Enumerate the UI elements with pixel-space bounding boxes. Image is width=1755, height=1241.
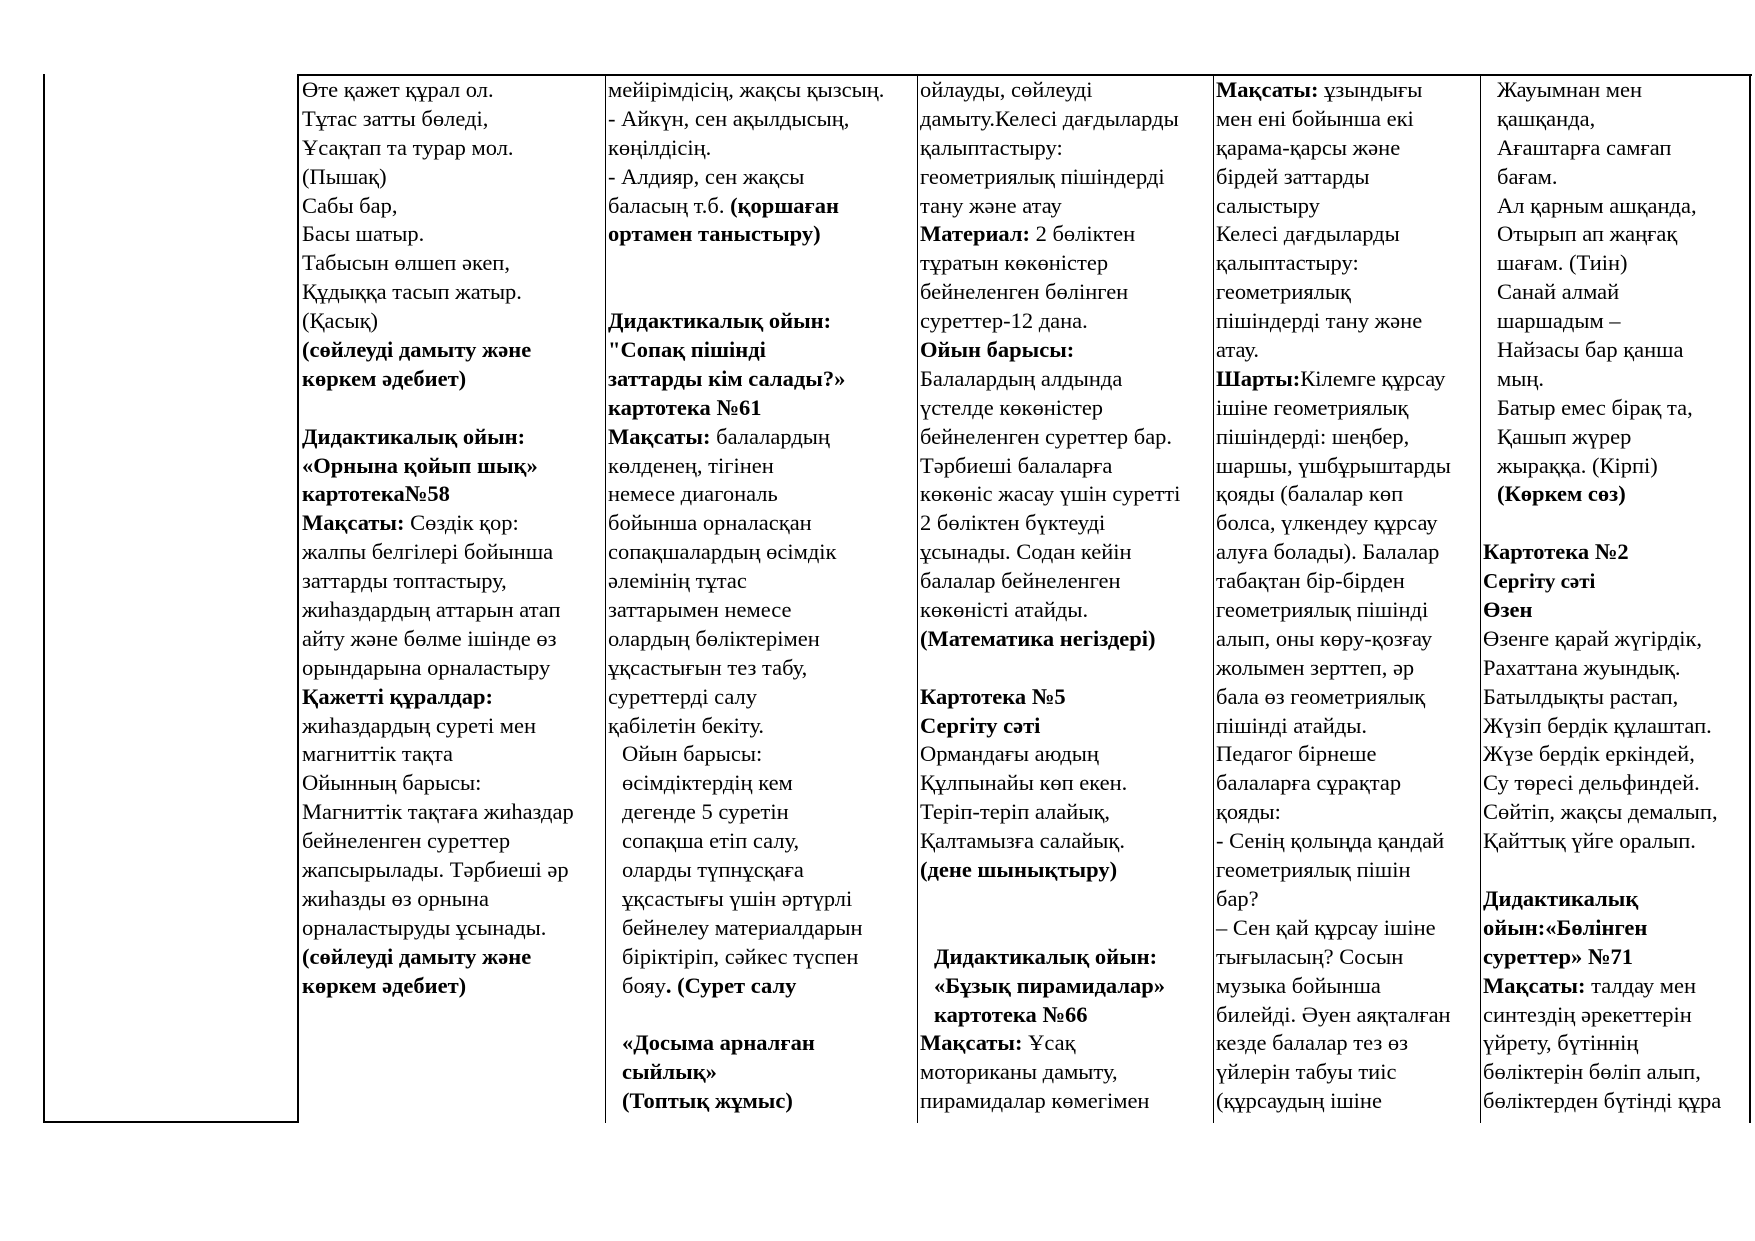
- column-divider-3: [917, 74, 918, 1123]
- text-line: орындарына орналастыру: [302, 654, 551, 680]
- text-line: Қайттық үйге оралып.: [1483, 828, 1696, 854]
- text-line: балаларға сұрақтар: [1216, 770, 1402, 796]
- text-line: 2 бөліктен бүктеуді: [920, 510, 1106, 536]
- text-line: алуға болады). Балалар: [1216, 539, 1440, 565]
- text-span: баласың т.б.: [608, 192, 731, 218]
- column-divider-2: [605, 74, 606, 1123]
- bold-text-span: Шарты:: [1216, 365, 1301, 391]
- bold-text-span: Мақсаты:: [920, 1030, 1023, 1056]
- text-line: ортамен таныстыру): [608, 221, 821, 247]
- text-line: жалпы белгілері бойынша: [302, 539, 554, 565]
- text-line: Сергіту сәті: [1483, 569, 1596, 594]
- text-line: Найзасы бар қанша: [1497, 337, 1684, 363]
- text-line: Рахаттана жуындық.: [1483, 654, 1681, 680]
- text-line: тану және атау: [920, 192, 1062, 218]
- text-line: Ұсақтап та турар мол.: [302, 134, 514, 160]
- text-line: ойын:«Бөлінген: [1483, 914, 1648, 940]
- text-line: шаршадым –: [1497, 308, 1621, 334]
- text-line: бағам.: [1497, 163, 1558, 189]
- text-line: жапсырылады. Тәрбиеші әр: [302, 857, 569, 883]
- text-line: билейді. Әуен аяқталған: [1216, 1001, 1451, 1027]
- text-line: (сөйлеуді дамыту және: [302, 943, 532, 969]
- text-line: Қашып жүрер: [1497, 423, 1632, 449]
- text-line: музыка бойынша: [1216, 972, 1381, 998]
- bold-text-span: (қоршаған: [730, 192, 839, 218]
- table-cell-column-5: [1483, 76, 1721, 1116]
- text-line: Ал қарным ашқанда,: [1497, 192, 1697, 218]
- text-line: Қалтамызға салайық.: [920, 828, 1125, 854]
- text-line: [608, 278, 884, 307]
- text-line: Тәрбиеші балаларға: [920, 452, 1113, 478]
- text-line: [302, 394, 574, 423]
- text-line: өсімдіктердің кем: [622, 770, 793, 796]
- text-line: ұқсастығы үшін әртүрлі: [622, 885, 853, 911]
- text-line: қашқанда,: [1497, 105, 1596, 131]
- text-line: пішіндерді тану және: [1216, 308, 1423, 334]
- text-line: Картотека №5: [920, 683, 1066, 709]
- text-line: мың.: [1497, 365, 1545, 391]
- text-line: бойынша орналасқан: [608, 510, 812, 536]
- text-line: жиһаздардың аттарын атап: [302, 597, 561, 623]
- text-line: орналастыруды ұсынады.: [302, 914, 547, 940]
- text-line: балалар бейнеленген: [920, 568, 1121, 594]
- text-line: заттарды кім салады?»: [608, 365, 846, 391]
- text-line: көңілдісің.: [608, 134, 712, 160]
- text-line: Құдыққа тасып жатыр.: [302, 279, 522, 305]
- text-line: моториканы дамыту,: [920, 1059, 1118, 1085]
- text-line: [920, 654, 1180, 683]
- text-line: [1216, 365, 1451, 394]
- text-line: картотека №66: [934, 1001, 1088, 1027]
- text-line: көкөністі атайды.: [920, 597, 1089, 623]
- text-line: әлемінің тұтас: [608, 568, 747, 594]
- text-line: жолымен зерттеп, әр: [1216, 654, 1415, 680]
- text-line: ішіне геометриялық: [1216, 394, 1409, 420]
- text-line: айту және бөлме ішінде өз: [302, 625, 557, 651]
- text-line: табақтан бір-бірден: [1216, 568, 1405, 594]
- text-line: Ағаштарға самғап: [1497, 134, 1672, 160]
- text-line: кезде балалар тез өз: [1216, 1030, 1409, 1056]
- bold-text-span: . (Сурет салу: [665, 972, 797, 998]
- text-span: Ұсақ: [1022, 1030, 1076, 1056]
- text-line: Картотека №2: [1483, 539, 1629, 565]
- text-line: Магниттік тақтаға жиһаздар: [302, 799, 574, 825]
- text-line: (Пышақ): [302, 163, 387, 189]
- text-line: бала өз геометриялық: [1216, 683, 1426, 709]
- text-line: Дидактикалық ойын:: [608, 308, 832, 334]
- text-line: пішінді атайды.: [1216, 712, 1367, 738]
- text-line: мейірімдісің, жақсы қызсың.: [608, 77, 885, 102]
- text-line: мен ені бойынша екі: [1216, 105, 1414, 131]
- text-line: ұқсастығын тез табу,: [608, 654, 808, 680]
- text-line: «Досыма арналған: [622, 1030, 815, 1056]
- text-line: қалыптастыру:: [920, 134, 1063, 160]
- text-line: оларды түпнұсқаға: [622, 857, 804, 883]
- text-line: геометриялық пішінді: [1216, 597, 1429, 623]
- text-line: синтездің әрекеттерін: [1483, 1001, 1692, 1027]
- text-line: көркем әдебиет): [302, 972, 467, 998]
- text-line: Теріп-теріп алайық,: [920, 799, 1111, 825]
- text-line: жыраққа. (Кірпі): [1497, 452, 1658, 478]
- table-cell-column-4: [1216, 76, 1451, 1116]
- text-line: тығыласың? Сосын: [1216, 943, 1404, 969]
- text-line: [608, 1001, 884, 1030]
- left-border-line: [43, 74, 45, 1123]
- text-line: геометриялық пішін: [1216, 857, 1411, 883]
- text-line: бейнелеу материалдарын: [622, 914, 863, 940]
- text-line: Басы шатыр.: [302, 221, 425, 247]
- text-line: пішіндерді: шеңбер,: [1216, 423, 1410, 449]
- text-line: [920, 220, 1180, 249]
- text-line: - Айкүн, сен ақылдысың,: [608, 105, 850, 131]
- column-divider-5: [1480, 74, 1481, 1123]
- bold-text-span: Мақсаты:: [1483, 972, 1586, 998]
- text-line: Ормандағы аюдың: [920, 741, 1099, 767]
- text-line: - Сенің қолыңда қандай: [1216, 828, 1445, 854]
- text-line: үйлерін табуы тиіс: [1216, 1059, 1397, 1085]
- text-line: Дидактикалық: [1483, 885, 1639, 911]
- text-line: Сабы бар,: [302, 192, 398, 218]
- text-line: Ойын барысы:: [920, 337, 1075, 363]
- text-line: Сөйтіп, жақсы демалып,: [1483, 799, 1718, 825]
- text-line: шаршы, үшбұрыштарды: [1216, 452, 1451, 478]
- text-line: біріктіріп, сәйкес түспен: [622, 943, 859, 969]
- text-line: Тұтас затты бөледі,: [302, 105, 489, 131]
- bold-text-span: Мақсаты:: [608, 423, 711, 449]
- text-line: - Алдияр, сен жақсы: [608, 163, 805, 189]
- text-line: – Сен қай құрсау ішіне: [1216, 914, 1436, 940]
- text-span: Сөздік қор:: [404, 510, 519, 536]
- text-line: бейнеленген суреттер: [302, 828, 511, 854]
- text-line: бейнеленген бөлінген: [920, 279, 1129, 305]
- text-line: Балалардың алдында: [920, 365, 1123, 391]
- text-line: ұсынады. Содан кейін: [920, 539, 1132, 565]
- text-line: Ойын барысы:: [622, 741, 763, 767]
- text-line: [920, 1029, 1180, 1058]
- text-line: көркем әдебиет): [302, 365, 467, 391]
- text-line: [608, 192, 884, 221]
- column-divider-1: [297, 74, 299, 1123]
- text-line: Жүзіп бердік құлаштап.: [1483, 712, 1712, 738]
- text-line: Дидактикалық ойын:: [934, 943, 1158, 969]
- text-line: [608, 423, 884, 452]
- text-line: Санай алмай: [1497, 279, 1620, 305]
- text-line: (сөйлеуді дамыту және: [302, 337, 532, 363]
- text-line: [1216, 76, 1451, 105]
- table-cell-column-1: [302, 76, 574, 1001]
- text-span: балалардың: [710, 423, 830, 449]
- table-cell-column-3: [920, 76, 1180, 1116]
- text-line: атау.: [1216, 337, 1259, 363]
- text-line: [1483, 972, 1721, 1001]
- bold-text-span: Материал:: [920, 221, 1030, 247]
- bold-text-span: Мақсаты:: [1216, 77, 1319, 102]
- text-line: «Бұзық пирамидалар»: [934, 972, 1166, 998]
- text-line: [920, 885, 1180, 914]
- text-line: Отырып ап жаңғақ: [1497, 221, 1678, 247]
- text-line: заттарымен немесе: [608, 597, 792, 623]
- text-line: суреттерді салу: [608, 683, 758, 709]
- text-line: үстелде көкөністер: [920, 394, 1104, 420]
- text-line: көкөніс жасау үшін суретті: [920, 481, 1181, 507]
- text-line: көлденең, тігінен: [608, 452, 774, 478]
- text-line: «Орнына қойып шық»: [302, 452, 538, 478]
- right-border-line: [1749, 74, 1751, 1123]
- text-line: суреттер-12 дана.: [920, 308, 1088, 334]
- text-line: (Математика негіздері): [920, 625, 1156, 651]
- text-line: картотека №61: [608, 394, 762, 420]
- text-line: Дидактикалық ойын:: [302, 423, 526, 449]
- text-line: Педагог бірнеше: [1216, 741, 1377, 767]
- text-line: Құлпынайы көп екен.: [920, 770, 1128, 796]
- text-span: ұзындығы: [1318, 77, 1423, 102]
- text-line: дамыту.Келесі дағдыларды: [920, 105, 1179, 131]
- text-line: геометриялық: [1216, 279, 1351, 305]
- text-line: дегенде 5 суретін: [622, 799, 789, 825]
- text-line: алып, оны көру-қозғау: [1216, 625, 1433, 651]
- text-line: болса, үлкендеу құрсау: [1216, 510, 1438, 536]
- text-span: Кілемге құрсау: [1300, 365, 1446, 391]
- text-line: бөліктерін бөліп алып,: [1483, 1059, 1701, 1085]
- text-line: заттарды топтастыру,: [302, 568, 507, 594]
- text-line: Сергіту сәті: [920, 712, 1041, 738]
- text-line: геометриялық пішіндерді: [920, 163, 1165, 189]
- text-line: жиһаздардың суреті мен: [302, 712, 537, 738]
- text-line: немесе диагональ: [608, 481, 778, 507]
- text-line: бірдей заттарды: [1216, 163, 1370, 189]
- text-line: Өзен: [1483, 597, 1533, 623]
- text-line: Өте қажет құрал ол.: [302, 77, 494, 102]
- text-line: [608, 249, 884, 278]
- text-line: Жауымнан мен: [1497, 77, 1643, 102]
- text-line: қалыптастыру:: [1216, 250, 1359, 276]
- bottom-border-line: [43, 1121, 299, 1123]
- text-line: шағам. (Тиін): [1497, 250, 1628, 276]
- text-line: (дене шынықтыру): [920, 857, 1118, 883]
- text-line: Батылдықты растап,: [1483, 683, 1679, 709]
- text-line: Өзенге қарай жүгірдік,: [1483, 625, 1703, 651]
- text-line: бөліктерден бүтінді құра: [1483, 1088, 1722, 1114]
- text-line: қабілетін бекіту.: [608, 712, 765, 738]
- text-line: (құрсаудың ішіне: [1216, 1088, 1382, 1114]
- text-line: Табысын өлшеп әкеп,: [302, 250, 510, 276]
- text-line: сопақша етіп салу,: [622, 828, 800, 854]
- text-line: олардың бөліктерімен: [608, 625, 820, 651]
- text-line: Келесі дағдыларды: [1216, 221, 1400, 247]
- text-line: ойлауды, сөйлеуді: [920, 77, 1093, 102]
- text-line: [1483, 509, 1721, 538]
- text-line: сопақшалардың өсімдік: [608, 539, 837, 565]
- text-span: 2 бөліктен: [1029, 221, 1136, 247]
- text-line: картотека№58: [302, 481, 450, 507]
- bold-text-span: Мақсаты:: [302, 510, 405, 536]
- text-line: Су төресі дельфиндей.: [1483, 770, 1700, 796]
- text-line: (Көркем сөз): [1497, 481, 1626, 507]
- text-line: үйрету, бүтіннің: [1483, 1030, 1639, 1056]
- text-line: магниттік тақта: [302, 741, 453, 767]
- table-cell-column-2: [608, 76, 884, 1116]
- text-line: тұратын көкөністер: [920, 250, 1109, 276]
- text-span: талдау мен: [1585, 972, 1697, 998]
- text-line: бейнеленген суреттер бар.: [920, 423, 1173, 449]
- text-line: қарама-қарсы және: [1216, 134, 1401, 160]
- text-line: [1483, 856, 1721, 885]
- text-line: салыстыру: [1216, 192, 1320, 218]
- text-line: Қажетті құралдар:: [302, 683, 493, 709]
- text-line: (Қасық): [302, 308, 379, 334]
- column-divider-4: [1213, 74, 1214, 1123]
- text-line: Жүзе бердік еркіндей,: [1483, 741, 1695, 767]
- text-line: "Сопақ пішінді: [608, 337, 766, 363]
- text-line: [302, 509, 574, 538]
- text-line: [608, 972, 884, 1001]
- text-line: суреттер» №71: [1483, 943, 1634, 969]
- text-line: бар?: [1216, 885, 1259, 911]
- text-line: (Топтық жұмыс): [622, 1088, 793, 1114]
- text-line: қояды (балалар көп: [1216, 481, 1404, 507]
- text-line: жиһазды өз орнына: [302, 885, 489, 911]
- text-line: Батыр емес бірақ та,: [1497, 394, 1693, 420]
- text-line: Ойынның барысы:: [302, 770, 482, 796]
- text-line: [920, 914, 1180, 943]
- text-span: бояу: [622, 972, 666, 998]
- text-line: қояды:: [1216, 799, 1281, 825]
- text-line: сыйлық»: [622, 1059, 717, 1085]
- text-line: пирамидалар көмегімен: [920, 1088, 1150, 1114]
